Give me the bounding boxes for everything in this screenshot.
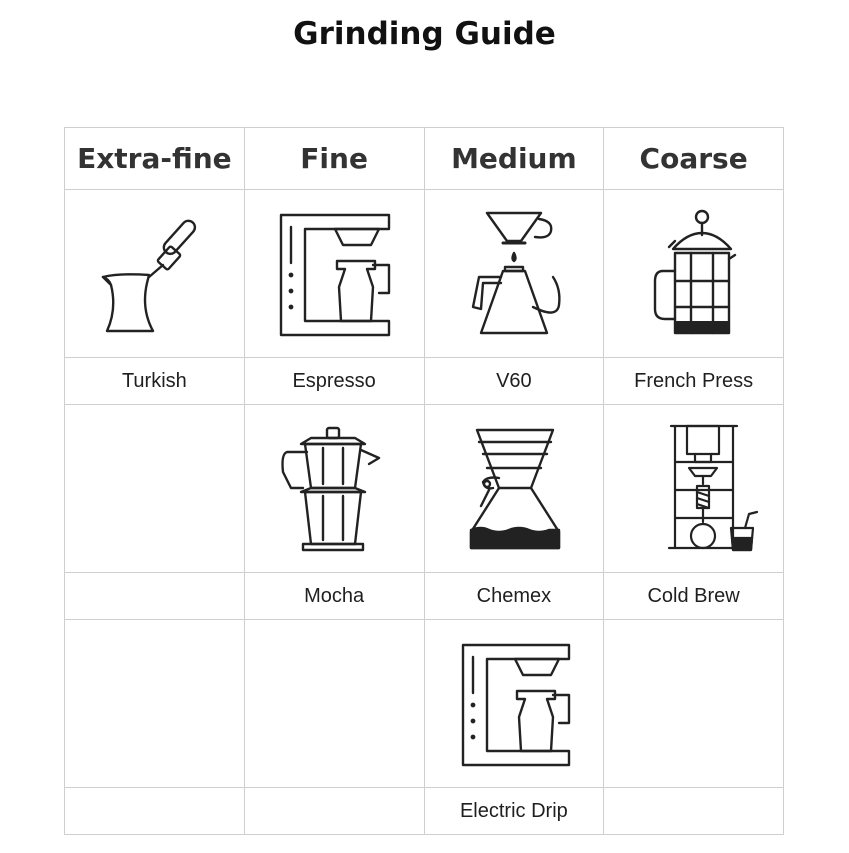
icon-cell <box>244 405 424 573</box>
icon-cell <box>424 620 604 788</box>
chemex-icon <box>449 424 579 554</box>
label-row-3 <box>65 788 784 835</box>
icon-cell <box>424 405 604 573</box>
empty-cell <box>604 620 784 788</box>
column-header-extra-fine: Extra-fine <box>65 128 245 190</box>
turkish-pot-icon <box>89 209 219 339</box>
grind-table <box>64 127 784 835</box>
method-label <box>604 788 784 835</box>
method-label: Turkish <box>65 358 245 405</box>
icon-cell <box>65 190 245 358</box>
cold-brew-tower-icon <box>629 424 759 554</box>
column-header-medium: Medium <box>424 128 604 190</box>
method-label <box>65 573 245 620</box>
method-label <box>244 788 424 835</box>
empty-cell <box>65 620 245 788</box>
icon-cell <box>244 190 424 358</box>
method-label: Espresso <box>244 358 424 405</box>
method-label: V60 <box>424 358 604 405</box>
column-header-coarse: Coarse <box>604 128 784 190</box>
method-label <box>65 788 245 835</box>
method-label: Electric Drip <box>424 788 604 835</box>
column-header-fine: Fine <box>244 128 424 190</box>
icon-row-2 <box>65 405 784 573</box>
method-label: Cold Brew <box>604 573 784 620</box>
page-title: Grinding Guide <box>293 16 556 52</box>
icon-cell <box>424 190 604 358</box>
method-label: French Press <box>604 358 784 405</box>
icon-cell <box>604 405 784 573</box>
empty-cell <box>65 405 245 573</box>
drip-machine-icon <box>449 639 579 769</box>
espresso-machine-icon <box>269 209 399 339</box>
method-label: Mocha <box>244 573 424 620</box>
header-row <box>65 128 784 190</box>
label-row-2 <box>65 573 784 620</box>
empty-cell <box>244 620 424 788</box>
icon-row-3 <box>65 620 784 788</box>
method-label: Chemex <box>424 573 604 620</box>
french-press-icon <box>629 209 759 339</box>
icon-cell <box>604 190 784 358</box>
label-row-1 <box>65 358 784 405</box>
icon-row-1 <box>65 190 784 358</box>
v60-kettle-icon <box>449 209 579 339</box>
moka-pot-icon <box>269 424 399 554</box>
